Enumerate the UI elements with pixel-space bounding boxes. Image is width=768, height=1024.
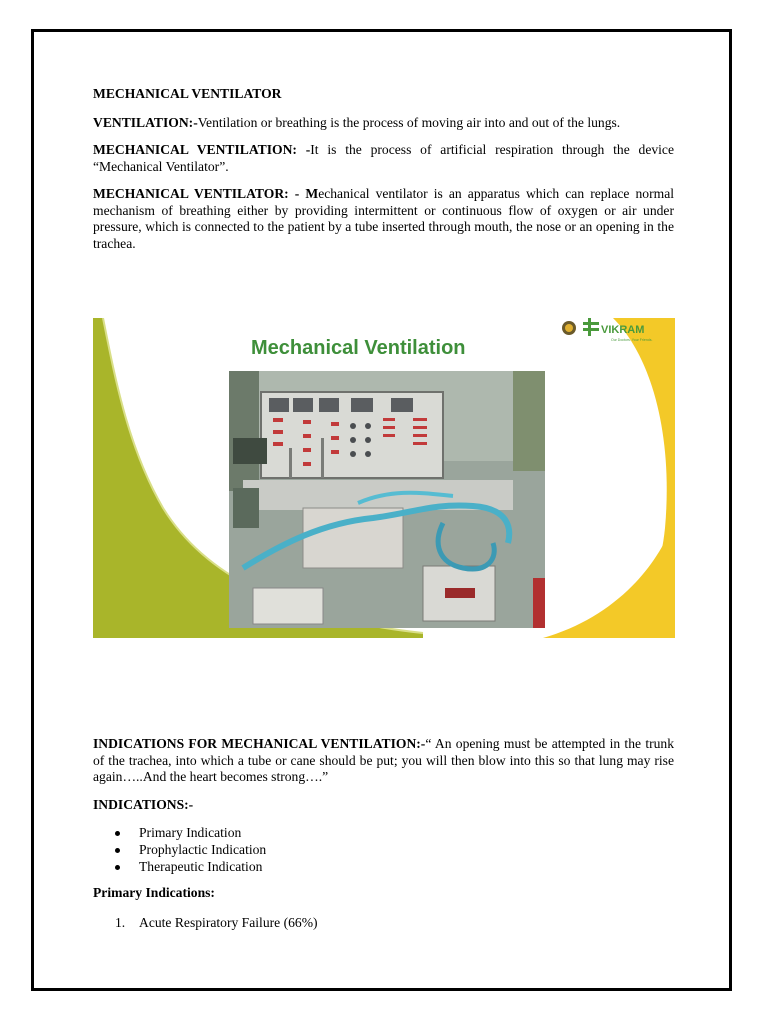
primary-indications-list	[93, 915, 674, 932]
document-title: MECHANICAL VENTILATOR	[93, 86, 282, 101]
definition-text: echanical ventilator is an apparatus which can replace normal mechanism of breathing either by providing intermittent or continuous flow of oxygen or air under pressure, which is connected to the patient by a tube inserted through mouth, the nose or an opening in the trachea.	[93, 186, 675, 251]
list-item: 1. Acute Respiratory Failure (66%)	[115, 914, 318, 930]
primary-indications-heading: Primary Indications:	[93, 885, 215, 901]
logo-text: VIKRAM	[601, 324, 645, 336]
list-item: Therapeutic Indication	[115, 859, 674, 876]
indications-list	[93, 825, 674, 875]
definition-ventilation	[93, 115, 674, 132]
indications-heading: INDICATIONS:-	[93, 796, 194, 812]
ventilator-slide-image	[93, 318, 675, 638]
definition-term: MECHANICAL VENTILATOR: - M	[93, 186, 319, 201]
definition-text: Ventilation or breathing is the process of moving air into and out of the lungs.	[197, 114, 621, 130]
indications-intro-term: INDICATIONS FOR MECHANICAL VENTILATION:-	[93, 736, 426, 751]
logo-tagline: Our Doctors. Your Friends.	[611, 338, 653, 342]
ventilator-photo	[229, 371, 545, 628]
bullet-icon	[115, 831, 120, 836]
definition-term: VENTILATION:-	[93, 114, 198, 130]
indications-section	[93, 736, 674, 932]
definition-mechanical-ventilator	[93, 186, 674, 252]
list-item: Prophylactic Indication	[115, 842, 674, 859]
indications-intro	[93, 736, 674, 786]
bullet-icon	[115, 865, 120, 870]
document-body	[93, 86, 674, 263]
definition-mechanical-ventilation	[93, 142, 674, 175]
definition-text: It is the process of artificial respiration through the device “Mechanical Ventilator”.	[93, 142, 674, 174]
indications-intro-text: “ An opening must be attempted in the trunk of the trachea, into which a tube or cane should be put; you will then blow into this so that lung may rise again…..And the heart becomes strong….”	[93, 736, 675, 784]
bullet-icon	[115, 848, 120, 853]
list-item: Primary Indication	[115, 825, 674, 842]
slide-title: Mechanical Ventilation	[251, 337, 466, 359]
definition-term: MECHANICAL VENTILATION: -	[93, 142, 311, 157]
